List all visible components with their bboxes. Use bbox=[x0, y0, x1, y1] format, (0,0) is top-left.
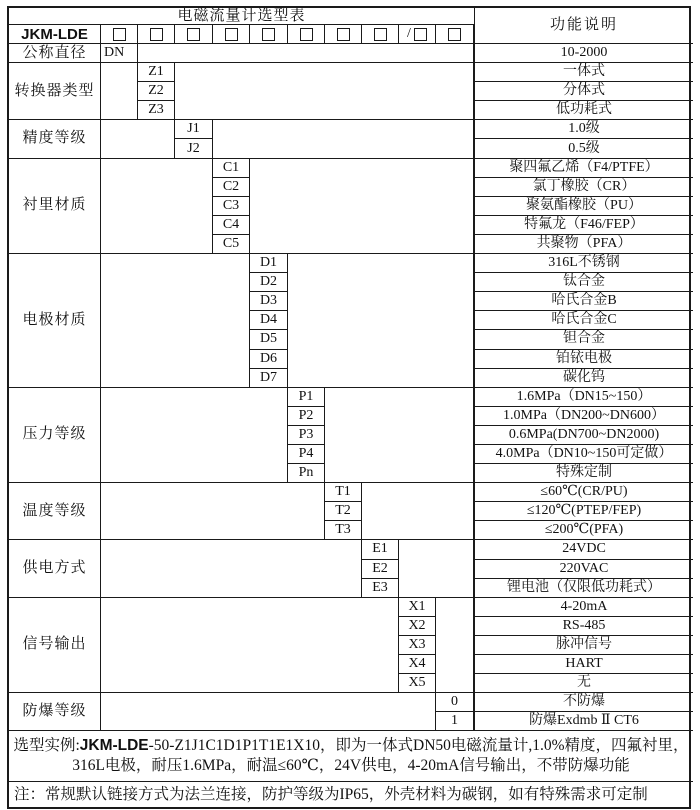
example-prefix: 选型实例: bbox=[13, 737, 80, 755]
empty-cell bbox=[101, 254, 250, 388]
model-prefix: JKM-LDE bbox=[9, 25, 101, 44]
option-code: X3 bbox=[399, 636, 436, 655]
checkbox-icon[interactable] bbox=[414, 28, 427, 41]
option-desc: 不防爆 bbox=[474, 693, 693, 712]
option-desc: HART bbox=[474, 655, 693, 674]
option-desc: ≤60℃(CR/PU) bbox=[474, 483, 693, 502]
category-label: 转换器类型 bbox=[9, 63, 101, 120]
model-code-cell-5 bbox=[250, 25, 288, 44]
checkbox-icon[interactable] bbox=[225, 28, 238, 41]
option-code: C5 bbox=[213, 235, 250, 254]
option-code: J1 bbox=[175, 120, 213, 139]
option-code: T3 bbox=[325, 521, 362, 540]
checkbox-icon[interactable] bbox=[337, 28, 350, 41]
option-desc: 锂电池（仅限低功耗式） bbox=[474, 579, 693, 598]
option-desc: 哈氏合金B bbox=[474, 292, 693, 311]
checkbox-icon[interactable] bbox=[150, 28, 163, 41]
option-code: D4 bbox=[250, 311, 288, 330]
empty-cell bbox=[362, 483, 474, 540]
option-desc: 特氟龙（F46/FEP） bbox=[474, 216, 693, 235]
model-code-cell-1 bbox=[101, 25, 138, 44]
option-desc: 分体式 bbox=[474, 82, 693, 101]
empty-cell bbox=[101, 63, 138, 120]
option-code: D5 bbox=[250, 330, 288, 349]
category-label: 精度等级 bbox=[9, 120, 101, 158]
option-desc: 1.0MPa（DN200~DN600） bbox=[474, 407, 693, 426]
empty-cell bbox=[213, 120, 474, 158]
empty-cell bbox=[138, 44, 474, 63]
example-line1 bbox=[13, 736, 688, 756]
option-desc: 一体式 bbox=[474, 63, 693, 82]
option-code: Z2 bbox=[138, 82, 175, 101]
option-desc: 1.6MPa（DN15~150） bbox=[474, 388, 693, 407]
option-code: X1 bbox=[399, 598, 436, 617]
option-code: DN bbox=[101, 44, 138, 63]
option-code: C3 bbox=[213, 197, 250, 216]
model-code-cell-8 bbox=[362, 25, 399, 44]
option-code: C1 bbox=[213, 159, 250, 178]
empty-cell bbox=[436, 598, 474, 693]
option-code: 1 bbox=[436, 712, 474, 731]
table-title: 电磁流量计选型表 bbox=[9, 8, 474, 25]
option-code: C2 bbox=[213, 178, 250, 197]
option-code: Pn bbox=[288, 464, 325, 483]
empty-cell bbox=[250, 159, 474, 254]
option-code: P3 bbox=[288, 426, 325, 445]
option-desc: 氯丁橡胶（CR） bbox=[474, 178, 693, 197]
model-code-cell-2 bbox=[138, 25, 175, 44]
option-desc: 4-20mA bbox=[474, 598, 693, 617]
option-code: D1 bbox=[250, 254, 288, 273]
option-code: T2 bbox=[325, 502, 362, 521]
option-code: E3 bbox=[362, 579, 399, 598]
option-code: P2 bbox=[288, 407, 325, 426]
option-desc: 哈氏合金C bbox=[474, 311, 693, 330]
option-desc: 铂铱电极 bbox=[474, 350, 693, 369]
model-code-cell-7 bbox=[325, 25, 362, 44]
option-desc: 聚氨酯橡胶（PU） bbox=[474, 197, 693, 216]
option-desc: 脉冲信号 bbox=[474, 636, 693, 655]
selection-example bbox=[9, 731, 693, 782]
category-label: 温度等级 bbox=[9, 483, 101, 540]
empty-cell bbox=[175, 63, 474, 120]
example-line2: 316L电极，耐压1.6MPa，耐温≤60℃，24V供电，4-20mA信号输出，不带防爆功能 bbox=[72, 757, 630, 775]
example-model-code: JKM-LDE bbox=[79, 737, 149, 755]
option-code: X2 bbox=[399, 617, 436, 636]
option-desc: 无 bbox=[474, 674, 693, 693]
option-code: J2 bbox=[175, 139, 213, 158]
option-code: 0 bbox=[436, 693, 474, 712]
model-code-cell-3 bbox=[175, 25, 213, 44]
category-label: 供电方式 bbox=[9, 540, 101, 597]
empty-cell bbox=[101, 120, 175, 158]
selection-table bbox=[7, 6, 691, 809]
category-label: 公称直径 bbox=[9, 44, 101, 63]
empty-cell bbox=[101, 540, 362, 597]
model-code-cell-9 bbox=[399, 25, 436, 44]
checkbox-icon[interactable] bbox=[374, 28, 387, 41]
option-desc: 24VDC bbox=[474, 540, 693, 559]
empty-cell bbox=[399, 540, 474, 597]
option-desc: 10-2000 bbox=[474, 44, 693, 63]
empty-cell bbox=[101, 388, 288, 483]
model-code-cell-6 bbox=[288, 25, 325, 44]
option-desc: 共聚物（PFA） bbox=[474, 235, 693, 254]
category-label: 衬里材质 bbox=[9, 159, 101, 254]
option-desc: 防爆Exdmb Ⅱ CT6 bbox=[474, 712, 693, 731]
option-code: P4 bbox=[288, 445, 325, 464]
option-desc: ≤120℃(PTEP/FEP) bbox=[474, 502, 693, 521]
empty-cell bbox=[288, 254, 474, 388]
category-label: 信号输出 bbox=[9, 598, 101, 693]
option-desc: 聚四氟乙烯（F4/PTFE） bbox=[474, 159, 693, 178]
option-code: D3 bbox=[250, 292, 288, 311]
option-code: D7 bbox=[250, 369, 288, 388]
category-label: 电极材质 bbox=[9, 254, 101, 388]
option-code: T1 bbox=[325, 483, 362, 502]
empty-cell bbox=[101, 159, 213, 254]
option-code: C4 bbox=[213, 216, 250, 235]
example-suffix: -50-Z1J1C1D1P1T1E1X10，即为一体式DN50电磁流量计,1.0%精度，四氟衬里， bbox=[148, 737, 689, 755]
model-code-cell-4 bbox=[213, 25, 250, 44]
checkbox-icon[interactable] bbox=[300, 28, 313, 41]
category-label: 防爆等级 bbox=[9, 693, 101, 731]
option-desc: 316L不锈钢 bbox=[474, 254, 693, 273]
option-desc: 特殊定制 bbox=[474, 464, 693, 483]
model-code-cell-10 bbox=[436, 25, 474, 44]
slash-separator: / bbox=[407, 26, 411, 41]
option-code: X5 bbox=[399, 674, 436, 693]
option-code: Z3 bbox=[138, 101, 175, 120]
option-desc: 1.0级 bbox=[474, 120, 693, 139]
category-label: 压力等级 bbox=[9, 388, 101, 483]
option-desc: 0.6MPa(DN700~DN2000) bbox=[474, 426, 693, 445]
empty-cell bbox=[101, 598, 399, 693]
option-desc: 0.5级 bbox=[474, 139, 693, 158]
option-desc: 碳化钨 bbox=[474, 369, 693, 388]
option-code: E1 bbox=[362, 540, 399, 559]
option-code: D6 bbox=[250, 350, 288, 369]
option-code: X4 bbox=[399, 655, 436, 674]
option-desc: 钽合金 bbox=[474, 330, 693, 349]
default-spec-note: 注：常规默认链接方式为法兰连接，防护等级为IP65，外壳材料为碳钢，如有特殊需求可定制 bbox=[14, 786, 648, 804]
option-code: E2 bbox=[362, 560, 399, 579]
option-code: Z1 bbox=[138, 63, 175, 82]
option-desc: ≤200℃(PFA) bbox=[474, 521, 693, 540]
empty-cell bbox=[325, 388, 474, 483]
option-desc: RS-485 bbox=[474, 617, 693, 636]
option-desc: 220VAC bbox=[474, 560, 693, 579]
empty-cell bbox=[101, 693, 436, 731]
function-column-header: 功能说明 bbox=[474, 8, 693, 44]
checkbox-icon[interactable] bbox=[113, 28, 126, 41]
option-desc: 4.0MPa（DN10~150可定做） bbox=[474, 445, 693, 464]
option-desc: 钛合金 bbox=[474, 273, 693, 292]
checkbox-icon[interactable] bbox=[448, 28, 461, 41]
empty-cell bbox=[101, 483, 325, 540]
checkbox-icon[interactable] bbox=[262, 28, 275, 41]
checkbox-icon[interactable] bbox=[187, 28, 200, 41]
option-desc: 低功耗式 bbox=[474, 101, 693, 120]
option-code: D2 bbox=[250, 273, 288, 292]
option-code: P1 bbox=[288, 388, 325, 407]
